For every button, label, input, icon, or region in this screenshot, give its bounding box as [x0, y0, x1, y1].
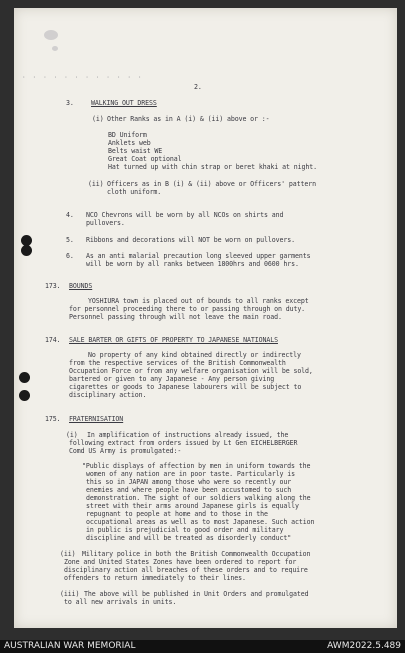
- para-175-i-number: (i): [66, 431, 78, 439]
- para-173-title: BOUNDS: [69, 282, 93, 290]
- section-4-line: pullovers.: [86, 219, 125, 227]
- quote-line: enemies and where people have been accustomed to such: [86, 486, 292, 494]
- para-175-ii-line: Zone and United States Zones have been ordered to report for: [64, 558, 297, 566]
- para-173-number: 173.: [45, 282, 61, 290]
- punch-hole: [19, 372, 30, 383]
- quote-line: women of any nation are in poor taste. Particularly is: [86, 470, 295, 478]
- para-175-iii-number: (iii): [60, 590, 80, 598]
- footer-bar: [0, 640, 405, 653]
- section-5-number: 5.: [66, 236, 74, 244]
- para-175-ii-number: (ii): [60, 550, 76, 558]
- para-174-number: 174.: [45, 336, 61, 344]
- punch-hole: [19, 390, 30, 401]
- section-3-number: 3.: [66, 99, 74, 107]
- para-175-ii-line: Military police in both the British Commonwealth Occupation: [82, 550, 311, 558]
- section-3-ii-number: (ii): [88, 180, 104, 188]
- para-175-iii-line: The above will be published in Unit Orders and promulgated: [84, 590, 309, 598]
- paper-mark: [44, 30, 58, 40]
- para-173-line: Personnel passing through will not leave the main road.: [69, 313, 282, 321]
- para-175-i-line: In amplification of instructions already issued, the: [87, 431, 289, 439]
- dress-item: BD Uniform: [108, 131, 147, 139]
- footer-source: AUSTRALIAN WAR MEMORIAL: [4, 641, 136, 651]
- quote-line: repugnant to people at home and to those in the: [86, 510, 268, 518]
- quote-line: demonstration. The sight of our soldiers walking along the: [86, 494, 311, 502]
- footer-reference: AWM2022.5.489: [327, 641, 401, 651]
- punch-hole: [21, 245, 32, 256]
- quote-line: "Public displays of affection by men in uniform towards the: [82, 462, 311, 470]
- para-175-i-line: Comd US Army is promulgated:-: [69, 447, 182, 455]
- section-3-i-number: (i): [92, 115, 104, 123]
- para-175-i-line: following extract from orders issued by Lt Gen EICHELBERGER: [69, 439, 298, 447]
- para-173-line: for personnel proceeding there to or passing through on duty.: [69, 305, 306, 313]
- para-175-number: 175.: [45, 415, 61, 423]
- para-174-line: bartered or given to any Japanese - Any person giving: [69, 375, 275, 383]
- section-3-i-text: Other Ranks as in A (i) & (ii) above or :-: [107, 115, 270, 123]
- dress-item: Belts waist WE: [108, 147, 163, 155]
- paper-mark: [52, 46, 58, 51]
- para-174-line: from the respective services of the British Commonwealth: [69, 359, 286, 367]
- section-6-number: 6.: [66, 252, 74, 260]
- para-174-line: No property of any kind obtained directly or indirectly: [88, 351, 301, 359]
- header-marks: · · · · · · · · · · · ·: [22, 74, 142, 81]
- page-number: 2.: [194, 83, 202, 91]
- para-174-line: Occupation Force or from any welfare organisation will be sold,: [69, 367, 313, 375]
- para-175-ii-line: disciplinary action all breaches of these orders and to require: [64, 566, 308, 574]
- section-3-ii-line: Officers as in B (i) & (ii) above or Officers' pattern: [107, 180, 316, 188]
- para-175-ii-line: offenders to return immediately to their lines.: [64, 574, 246, 582]
- section-6-line: will be worn by all ranks between 1800hrs and 0600 hrs.: [86, 260, 299, 268]
- dress-item: Hat turned up with chin strap or beret khaki at night.: [108, 163, 317, 171]
- section-6-line: As an anti malarial precaution long sleeved upper garments: [86, 252, 311, 260]
- dress-item: Great Coat optional: [108, 155, 182, 163]
- dress-item: Anklets web: [108, 139, 151, 147]
- quote-line: occupational areas as well as to most Japanese. Such action: [86, 518, 315, 526]
- para-174-line: cigarettes or goods to Japanese labourers will be subject to: [69, 383, 302, 391]
- quote-line: discipline and will be treated as disorderly conduct": [86, 534, 292, 542]
- quote-line: in public is prejudicial to good order and military: [86, 526, 284, 534]
- section-3-title: WALKING OUT DRESS: [91, 99, 157, 107]
- section-4-line: NCO Chevrons will be worn by all NCOs on shirts and: [86, 211, 284, 219]
- section-5-line: Ribbons and decorations will NOT be worn on pullovers.: [86, 236, 295, 244]
- quote-line: street with their arms around Japanese girls is equally: [86, 502, 299, 510]
- para-174-line: disciplinary action.: [69, 391, 147, 399]
- quote-line: this so in JAPAN among those who were so recently our: [86, 478, 292, 486]
- para-173-line: YOSHIURA town is placed out of bounds to all ranks except: [88, 297, 309, 305]
- section-3-ii-line: cloth uniform.: [107, 188, 162, 196]
- para-175-title: FRATERNISATION: [69, 415, 124, 423]
- section-4-number: 4.: [66, 211, 74, 219]
- para-174-title: SALE BARTER OR GIFTS OF PROPERTY TO JAPANESE NATIONALS: [69, 336, 278, 344]
- para-175-iii-line: to all new arrivals in units.: [64, 598, 177, 606]
